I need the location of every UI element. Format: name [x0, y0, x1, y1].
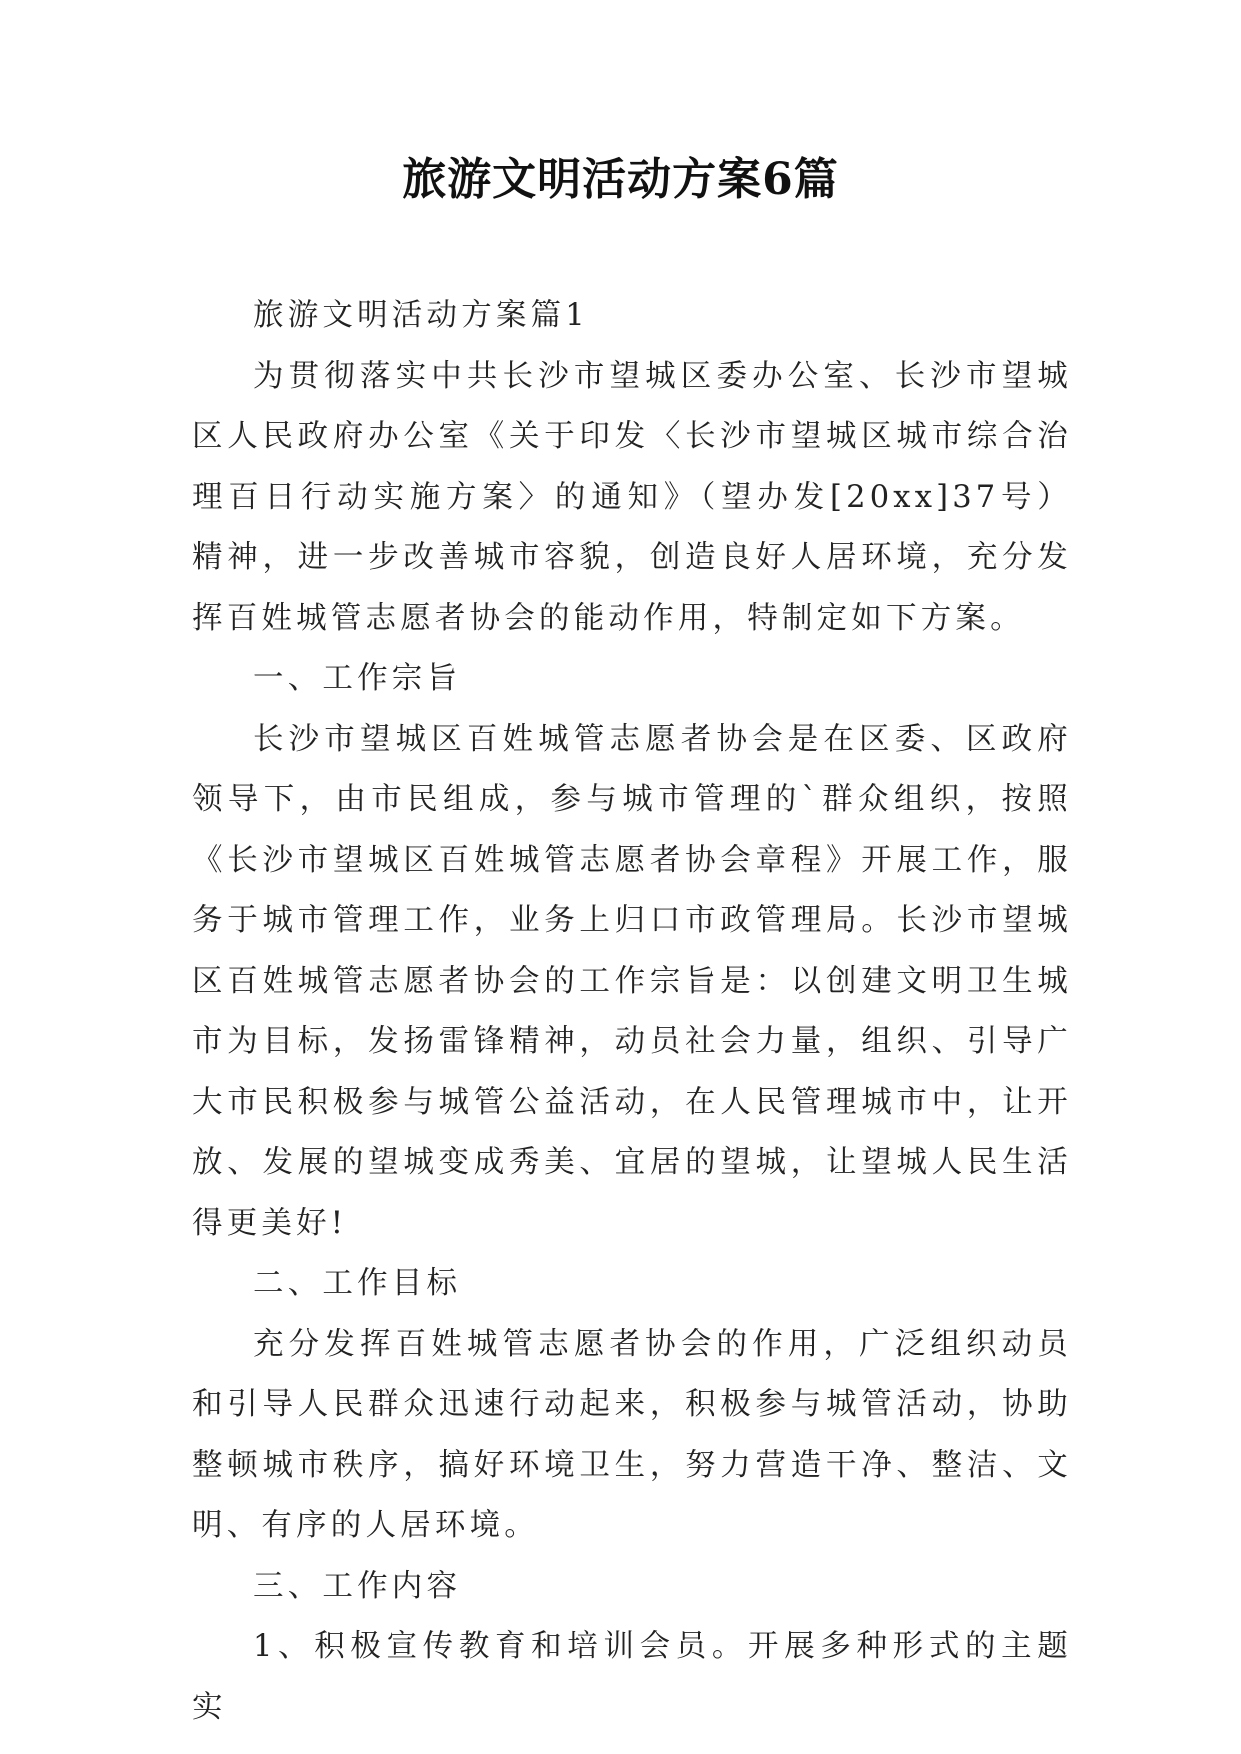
- heading-work-goal: 二、工作目标: [253, 1266, 462, 1301]
- heading-work-purpose: 一、工作宗旨: [253, 661, 462, 696]
- document-title: 旅游文明活动方案6篇: [402, 154, 839, 205]
- document-body: [192, 286, 1072, 1738]
- section-heading-part-1: 旅游文明活动方案篇1: [253, 298, 589, 333]
- intro-paragraph: 为贯彻落实中共长沙市望城区委办公室、长沙市望城区人民政府办公室《关于印发〈长沙市望城区城市综合治理百日行动实施方案〉的通知》（望办发[20xx]37号）精神，进一步改善城市容貌，创造良好人居环境，充分发挥百姓城管志愿者协会的能动作用，特制定如下方案。: [192, 358, 1072, 636]
- work-purpose-paragraph: 长沙市望城区百姓城管志愿者协会是在区委、区政府领导下，由市民组成，参与城市管理的`群众组织，按照《长沙市望城区百姓城管志愿者协会章程》开展工作，服务于城市管理工作，业务上归口市政管理局。长沙市望城区百姓城管志愿者协会的工作宗旨是：以创建文明卫生城市为目标，发扬雷锋精神，动员社会力量，组织、引导广大市民积极参与城管公益活动，在人民管理城市中，让开放、发展的望城变成秀美、宜居的望城，让望城人民生活得更美好!: [192, 721, 1072, 1241]
- work-content-item-1: 1、积极宣传教育和培训会员。开展多种形式的主题实: [192, 1629, 1072, 1725]
- heading-work-content: 三、工作内容: [253, 1568, 462, 1604]
- work-goal-paragraph: 充分发挥百姓城管志愿者协会的作用，广泛组织动员和引导人民群众迅速行动起来，积极参与城管活动，协助整顿城市秩序，搞好环境卫生，努力营造干净、整洁、文明、有序的人居环境。: [192, 1326, 1072, 1543]
